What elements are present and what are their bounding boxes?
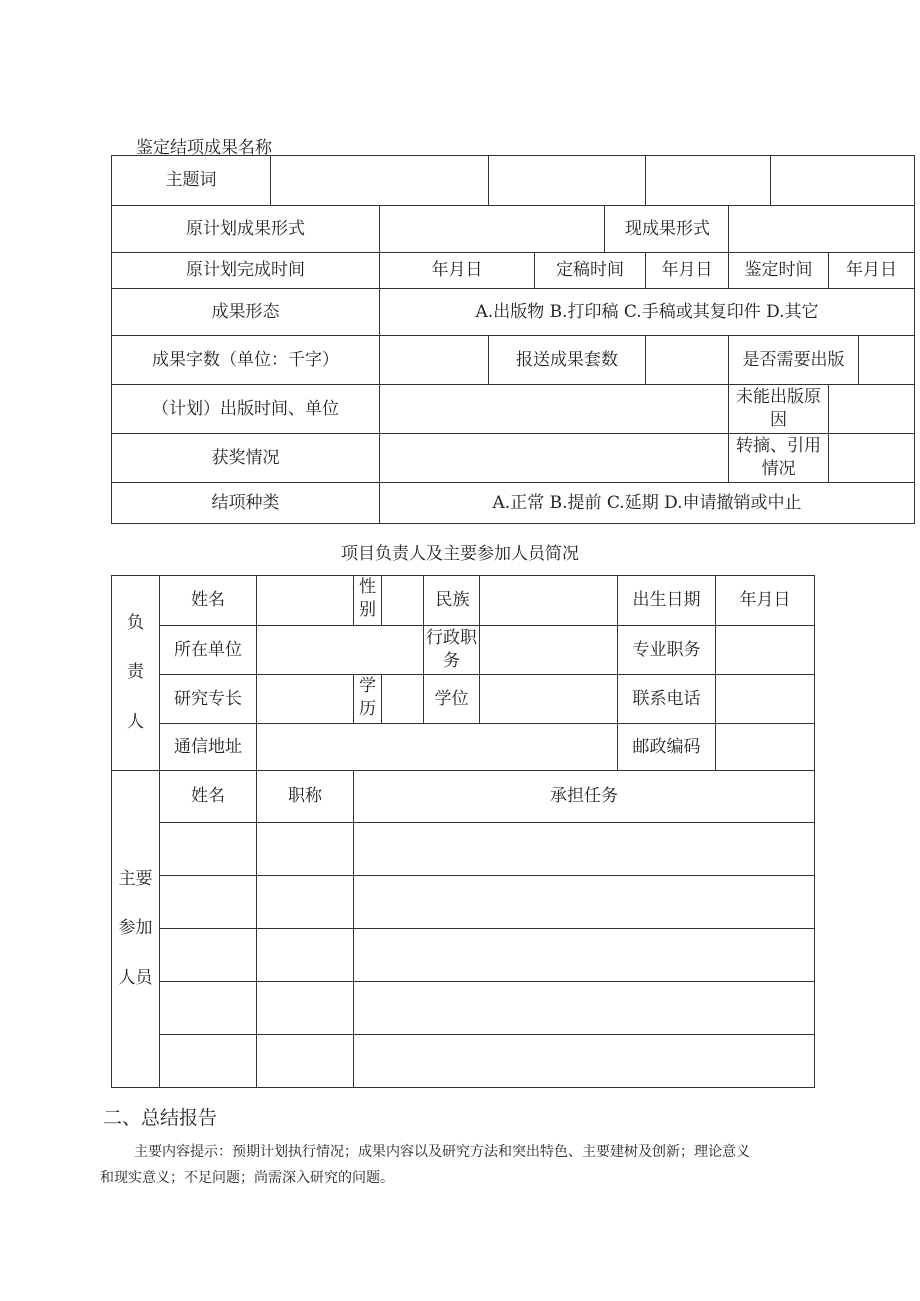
member-task-cell[interactable] bbox=[354, 1035, 815, 1088]
member-header-title: 职称 bbox=[257, 771, 354, 823]
personnel-table bbox=[111, 575, 815, 1088]
address-field[interactable] bbox=[257, 724, 618, 771]
member-title-cell[interactable] bbox=[257, 823, 354, 876]
section2-hint-line1: 主要内容提示：预期计划执行情况；成果内容以及研究方法和突出特色、主要建树及创新；理论意义 bbox=[134, 1144, 750, 1160]
label-ethnicity: 民族 bbox=[424, 576, 480, 626]
label-appraise-time: 鉴定时间 bbox=[729, 253, 829, 289]
label-citation: 转摘、引用情况 bbox=[729, 434, 829, 483]
section2-heading: 二、总结报告 bbox=[103, 1107, 218, 1129]
subject-field-1[interactable] bbox=[271, 156, 489, 206]
plan-form-field[interactable] bbox=[380, 206, 605, 253]
status-options[interactable]: A.出版物 B.打印稿 C.手稿或其复印件 D.其它 bbox=[380, 289, 915, 336]
label-plan-time: 原计划完成时间 bbox=[112, 253, 380, 289]
member-name-cell[interactable] bbox=[160, 929, 257, 982]
member-name-cell[interactable] bbox=[160, 876, 257, 929]
member-header-task: 承担任务 bbox=[354, 771, 815, 823]
member-title-cell[interactable] bbox=[257, 876, 354, 929]
achievement-table bbox=[111, 155, 915, 524]
label-plan-form: 原计划成果形式 bbox=[112, 206, 380, 253]
label-need-publish: 是否需要出版 bbox=[729, 336, 859, 385]
label-word-count: 成果字数（单位：千字） bbox=[112, 336, 380, 385]
postcode-field[interactable] bbox=[716, 724, 815, 771]
unit-field[interactable] bbox=[257, 626, 424, 675]
admin-post-field[interactable] bbox=[480, 626, 618, 675]
current-form-field[interactable] bbox=[729, 206, 915, 253]
caption-top: 鉴定结项成果名称 bbox=[136, 138, 272, 158]
education-field[interactable] bbox=[382, 675, 424, 724]
member-name-cell[interactable] bbox=[160, 1035, 257, 1088]
table2-title: 项目负责人及主要参加人员简况 bbox=[341, 544, 579, 564]
copies-field[interactable] bbox=[646, 336, 729, 385]
specialty-field[interactable] bbox=[257, 675, 354, 724]
plan-time-value[interactable]: 年月日 bbox=[380, 253, 535, 289]
birth-date-value[interactable]: 年月日 bbox=[716, 576, 815, 626]
label-subject: 主题词 bbox=[112, 156, 271, 206]
label-birth-date: 出生日期 bbox=[618, 576, 716, 626]
label-publish-time: （计划）出版时间、单位 bbox=[112, 385, 380, 434]
label-address: 通信地址 bbox=[160, 724, 257, 771]
subject-field-2[interactable] bbox=[489, 156, 646, 206]
phone-field[interactable] bbox=[716, 675, 815, 724]
label-not-published-reason: 未能出版原因 bbox=[729, 385, 829, 434]
member-header-name: 姓名 bbox=[160, 771, 257, 823]
label-final-time: 定稿时间 bbox=[535, 253, 646, 289]
label-professional-post: 专业职务 bbox=[618, 626, 716, 675]
type-options[interactable]: A.正常 B.提前 C.延期 D.申请撤销或中止 bbox=[380, 483, 915, 524]
name-field[interactable] bbox=[257, 576, 354, 626]
leader-label: 负责人 bbox=[112, 576, 160, 771]
member-name-cell[interactable] bbox=[160, 982, 257, 1035]
label-gender: 性别 bbox=[354, 576, 382, 626]
label-copies: 报送成果套数 bbox=[489, 336, 646, 385]
member-name-cell[interactable] bbox=[160, 823, 257, 876]
label-admin-post: 行政职务 bbox=[424, 626, 480, 675]
member-title-cell[interactable] bbox=[257, 1035, 354, 1088]
label-education: 学历 bbox=[354, 675, 382, 724]
not-published-reason-field[interactable] bbox=[829, 385, 915, 434]
label-phone: 联系电话 bbox=[618, 675, 716, 724]
member-title-cell[interactable] bbox=[257, 982, 354, 1035]
label-unit: 所在单位 bbox=[160, 626, 257, 675]
label-degree: 学位 bbox=[424, 675, 480, 724]
label-type: 结项种类 bbox=[112, 483, 380, 524]
members-label: 主要参加人员 bbox=[112, 771, 160, 1088]
member-task-cell[interactable] bbox=[354, 823, 815, 876]
subject-field-3[interactable] bbox=[646, 156, 771, 206]
publish-time-field[interactable] bbox=[380, 385, 729, 434]
label-awards: 获奖情况 bbox=[112, 434, 380, 483]
word-count-field[interactable] bbox=[380, 336, 489, 385]
awards-field[interactable] bbox=[380, 434, 729, 483]
label-name: 姓名 bbox=[160, 576, 257, 626]
need-publish-field[interactable] bbox=[859, 336, 915, 385]
ethnicity-field[interactable] bbox=[480, 576, 618, 626]
professional-post-field[interactable] bbox=[716, 626, 815, 675]
label-specialty: 研究专长 bbox=[160, 675, 257, 724]
gender-field[interactable] bbox=[382, 576, 424, 626]
member-title-cell[interactable] bbox=[257, 929, 354, 982]
member-task-cell[interactable] bbox=[354, 982, 815, 1035]
label-status: 成果形态 bbox=[112, 289, 380, 336]
label-postcode: 邮政编码 bbox=[618, 724, 716, 771]
label-current-form: 现成果形式 bbox=[605, 206, 729, 253]
section2-hint-line2: 和现实意义；不足问题；尚需深入研究的问题。 bbox=[100, 1170, 394, 1186]
citation-field[interactable] bbox=[829, 434, 915, 483]
appraise-time-value[interactable]: 年月日 bbox=[829, 253, 915, 289]
final-time-value[interactable]: 年月日 bbox=[646, 253, 729, 289]
member-task-cell[interactable] bbox=[354, 929, 815, 982]
degree-field[interactable] bbox=[480, 675, 618, 724]
member-task-cell[interactable] bbox=[354, 876, 815, 929]
subject-field-4[interactable] bbox=[771, 156, 915, 206]
